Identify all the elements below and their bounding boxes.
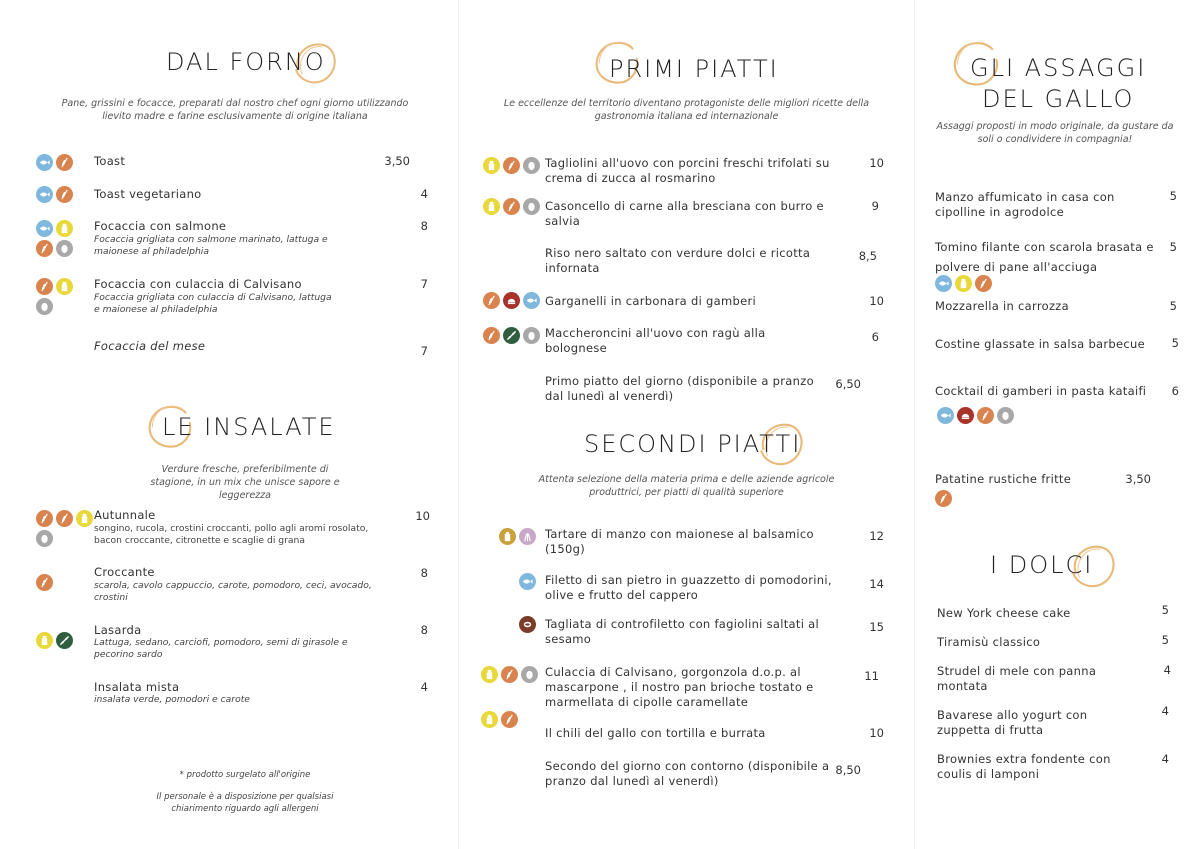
section-title-line2: DEL GALLO xyxy=(982,85,1135,113)
menu-item-name: Tagliolini all'uovo con porcini freschi trifolati su crema di zucca al rosmarino xyxy=(545,156,830,185)
allergen-icons xyxy=(36,278,78,315)
menu-item-price: 8,5 xyxy=(858,249,877,263)
section-subtitle: Verdure fresche, preferibilmente di stagione, in un mix che unisce sapore e leggerezza xyxy=(150,464,340,501)
menu-item-price: 4 xyxy=(420,187,428,201)
wheat-icon xyxy=(36,510,53,527)
allergen-icons xyxy=(36,186,78,203)
egg-icon xyxy=(523,157,540,174)
section-subtitle: Attenta selezione della materia prima e delle aziende agricole produttrici, per piatti di qualità superiore xyxy=(538,474,835,498)
menu-item-price: 5 xyxy=(1171,336,1179,350)
menu-item-name: Cocktail di gamberi in pasta kataifi xyxy=(935,384,1147,398)
menu-item-price: 3,50 xyxy=(384,154,410,168)
menu-item-name: Lasarda xyxy=(94,623,142,637)
wheat-icon xyxy=(975,275,992,292)
fish-icon xyxy=(937,407,954,424)
menu-item-price: 14 xyxy=(869,577,884,591)
milk-icon xyxy=(481,711,498,728)
allergen-icons xyxy=(935,490,959,507)
menu-item-price: 10 xyxy=(869,156,884,170)
wheat-icon xyxy=(977,407,994,424)
milk-icon xyxy=(955,275,972,292)
menu-item-name: Secondo del giorno con contorno (disponibile a pranzo dal lunedì al venerdì) xyxy=(545,759,830,788)
menu-item-description: Focaccia grigliata con salmone marinato, lattuga e maionese al philadelphia xyxy=(94,234,328,257)
allergen-icons xyxy=(36,154,78,171)
menu-item-name: Tagliata di controfiletto con fagiolini saltati al sesamo xyxy=(545,617,820,646)
menu-item-name: Il chili del gallo con tortilla e burrata xyxy=(545,726,766,740)
egg-icon xyxy=(523,198,540,215)
fish-icon xyxy=(935,275,952,292)
menu-item-price: 5 xyxy=(1169,299,1177,313)
menu-item-name: Tiramisù classico xyxy=(937,635,1041,649)
nut-icon xyxy=(503,327,520,344)
menu-item-price: 7 xyxy=(420,277,428,291)
section-title: I DOLCI xyxy=(990,551,1094,579)
menu-item-price: 8 xyxy=(420,566,428,580)
allergen-icons xyxy=(36,220,78,257)
fish-icon xyxy=(523,292,540,309)
allergen-icons xyxy=(935,275,1005,292)
milk-icon xyxy=(483,157,500,174)
milk-icon xyxy=(36,632,53,649)
wheat-icon xyxy=(36,240,53,257)
wheat-icon xyxy=(36,574,53,591)
allergen-icons xyxy=(483,292,545,309)
menu-item-name: Filetto di san pietro in guazzetto di pomodorini, olive e frutto del cappero xyxy=(545,573,832,602)
section-title-line1: GLI ASSAGGI xyxy=(970,54,1147,82)
menu-item-name: Toast xyxy=(94,154,126,168)
fish-icon xyxy=(519,573,536,590)
menu-item-description: insalata verde, pomodori e carote xyxy=(94,694,250,705)
menu-item-name: Manzo affumicato in casa con cipolline in agrodolce xyxy=(935,190,1115,219)
allergen-icons xyxy=(519,573,543,590)
fish-icon xyxy=(36,154,53,171)
wheat-icon xyxy=(501,666,518,683)
menu-item-price: 8,50 xyxy=(835,763,861,777)
section-subtitle: Assaggi proposti in modo originale, da gustare da soli o condividere in compagnia! xyxy=(936,121,1174,145)
shellfish-icon xyxy=(957,407,974,424)
egg-icon xyxy=(36,530,53,547)
column-middle xyxy=(459,0,914,849)
celery-icon xyxy=(519,528,536,545)
menu-item-price: 6,50 xyxy=(835,377,861,391)
menu-item-name: Tartare di manzo con maionese al balsamico (150g) xyxy=(545,527,814,556)
menu-item-price: 10 xyxy=(869,294,884,308)
menu-item-description: Lattuga, sedano, carciofi, pomodoro, semi di girasole e pecorino sardo xyxy=(94,637,348,660)
milk-icon xyxy=(481,666,498,683)
menu-item-price: 10 xyxy=(415,509,430,523)
menu-item-price: 9 xyxy=(871,199,879,213)
allergen-icons xyxy=(36,574,76,591)
menu-item-name: Focaccia con salmone xyxy=(94,219,227,233)
menu-item-name: Casoncello di carne alla bresciana con burro e salvia xyxy=(545,199,824,228)
menu-item-name: Costine glassate in salsa barbecue xyxy=(935,337,1145,351)
fish-icon xyxy=(36,220,53,237)
wheat-icon xyxy=(483,292,500,309)
menu-item-price: 15 xyxy=(869,620,884,634)
milk-icon xyxy=(56,278,73,295)
menu-item-price: 4 xyxy=(1161,752,1169,766)
egg-icon xyxy=(56,240,73,257)
menu-item-price: 7 xyxy=(420,344,428,358)
wheat-icon xyxy=(56,510,73,527)
menu-item-price: 3,50 xyxy=(1125,472,1151,486)
section-title: SECONDI PIATTI xyxy=(584,430,802,458)
egg-icon xyxy=(521,666,538,683)
allergen-icons xyxy=(937,407,1027,424)
allergen-icons xyxy=(499,528,543,545)
wheat-icon xyxy=(56,154,73,171)
wheat-icon xyxy=(501,711,518,728)
section-subtitle: Pane, grissini e focacce, preparati dal nostro chef ogni giorno utilizzando lievito madre e farine esclusivamente di origine italiana xyxy=(61,98,409,122)
allergen-icons xyxy=(519,616,543,633)
egg-icon xyxy=(523,327,540,344)
menu-item-name: Patatine rustiche fritte xyxy=(935,472,1072,486)
egg-icon xyxy=(997,407,1014,424)
menu-item-name: Culaccia di Calvisano, gorgonzola d.o.p. al mascarpone , il nostro pan brioche tostato e marmellata di cipolle caramellate xyxy=(545,665,814,709)
menu-item-name: Strudel di mele con panna montata xyxy=(937,664,1097,693)
shellfish-icon xyxy=(503,292,520,309)
menu-item-price: 10 xyxy=(869,726,884,740)
allergen-icons xyxy=(481,666,543,683)
menu-item-price: 5 xyxy=(1169,240,1177,254)
menu-item-price: 8 xyxy=(420,623,428,637)
column-right xyxy=(915,0,1200,849)
wheat-icon xyxy=(483,327,500,344)
section-subtitle: Le eccellenze del territorio diventano protagoniste delle migliori ricette della gastronomia italiana ed internazionale xyxy=(503,98,870,122)
allergen-icons xyxy=(483,157,545,174)
menu-item-name: Brownies extra fondente con coulis di lamponi xyxy=(937,752,1111,781)
column-left xyxy=(0,0,458,849)
allergen-icons xyxy=(483,198,545,215)
menu-item-price: 12 xyxy=(869,529,884,543)
menu-item-name: Focaccia del mese xyxy=(94,339,206,353)
allergen-icons xyxy=(481,711,525,728)
wheat-icon xyxy=(36,278,53,295)
menu-item-name: Autunnale xyxy=(94,508,156,522)
wheat-icon xyxy=(935,490,952,507)
section-title: PRIMI PIATTI xyxy=(609,55,779,83)
allergen-icons xyxy=(36,632,76,649)
menu-item-price: 5 xyxy=(1161,633,1169,647)
footnote-allergens: Il personale è a disposizione per qualsiasi chiarimento riguardo agli allergeni xyxy=(156,792,334,814)
menu-item-price: 4 xyxy=(420,680,428,694)
menu-item-name: Tomino filante con scarola brasata e polvere di pane all'acciuga xyxy=(935,240,1154,274)
fish-icon xyxy=(36,186,53,203)
menu-item-price: 6 xyxy=(871,330,879,344)
menu-item-name: Garganelli in carbonara di gamberi xyxy=(545,294,756,308)
section-title: DAL FORNO xyxy=(166,48,326,76)
egg-icon xyxy=(36,298,53,315)
menu-item-name: Maccheroncini all'uovo con ragù alla bolognese xyxy=(545,326,766,355)
menu-item-name: Toast vegetariano xyxy=(94,187,202,201)
allergen-icons xyxy=(36,510,96,547)
menu-item-price: 8 xyxy=(420,219,428,233)
milk-icon xyxy=(483,198,500,215)
milk-icon xyxy=(76,510,93,527)
allergen-icons xyxy=(483,327,545,344)
menu-item-name: Insalata mista xyxy=(94,680,180,694)
section-title: LE INSALATE xyxy=(162,413,336,441)
menu-item-description: scarola, cavolo cappuccio, carote, pomodoro, ceci, avocado, crostini xyxy=(94,580,372,603)
wheat-icon xyxy=(503,198,520,215)
menu-item-name: Riso nero saltato con verdure dolci e ricotta infornata xyxy=(545,246,811,275)
wheat-icon xyxy=(56,186,73,203)
menu-item-name: Mozzarella in carrozza xyxy=(935,299,1069,313)
sesame-icon xyxy=(519,616,536,633)
wheat-icon xyxy=(503,157,520,174)
menu-item-price: 4 xyxy=(1161,704,1169,718)
nut-icon xyxy=(56,632,73,649)
menu-item-name: Croccante xyxy=(94,565,155,579)
menu-item-name: Primo piatto del giorno (disponibile a pranzo dal lunedì al venerdì) xyxy=(545,374,814,403)
menu-item-description: songino, rucola, crostini croccanti, pollo agli aromi rosolato, bacon croccante, citronette e scaglie di grana xyxy=(94,523,369,546)
menu-item-description: Focaccia grigliata con culaccia di Calvisano, lattuga e maionese al philadelphia xyxy=(94,292,332,315)
menu-item-name: Bavarese allo yogurt con zuppetta di frutta xyxy=(937,708,1088,737)
menu-item-price: 5 xyxy=(1169,189,1177,203)
mustard-icon xyxy=(499,528,516,545)
menu-item-price: 11 xyxy=(864,669,879,683)
menu-item-price: 6 xyxy=(1171,384,1179,398)
milk-icon xyxy=(56,220,73,237)
menu-item-price: 4 xyxy=(1163,663,1171,677)
footnote-frozen: * prodotto surgelato all'origine xyxy=(179,770,311,780)
menu-item-name: New York cheese cake xyxy=(937,606,1071,620)
menu-item-price: 5 xyxy=(1161,603,1169,617)
menu-item-name: Focaccia con culaccia di Calvisano xyxy=(94,277,302,291)
